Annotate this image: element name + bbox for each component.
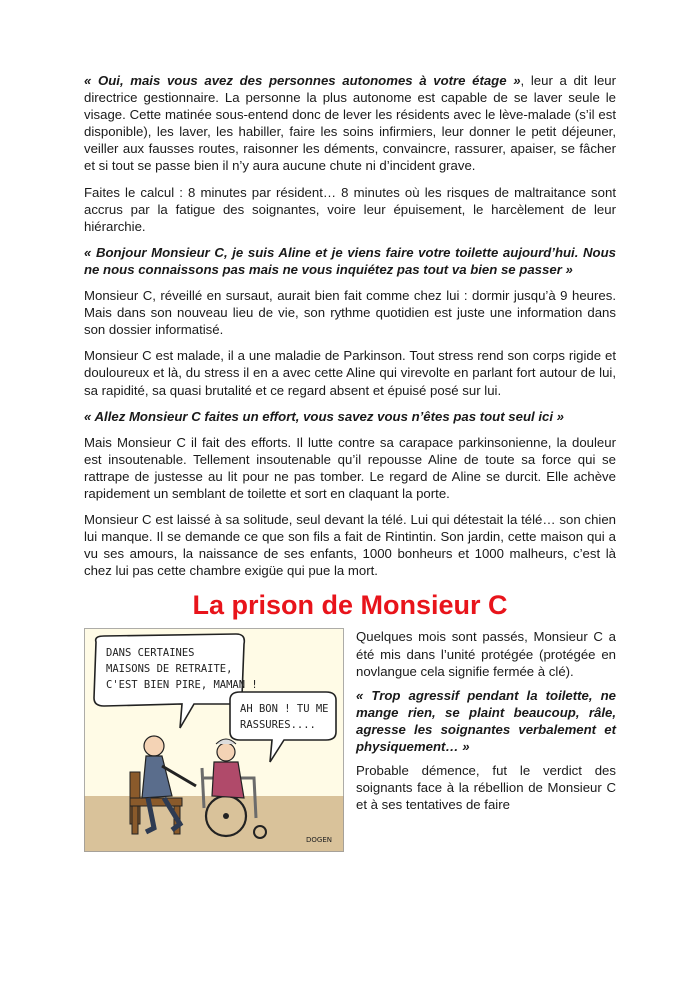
bottom-section [84,628,616,868]
paragraph-2: Faites le calcul : 8 minutes par résident… 8 minutes où les risques de maltraitance sont accrus par la fatigue des soignantes, voire leur épuisement, le harcèlement de leur hiérarchie. [84,184,616,234]
right-column [356,628,616,820]
right-quote-paragraph: « Trop agressif pendant la toilette, ne mange rien, se plaint beaucoup, râle, agresse les soignantes verbalement et physiquement… » [356,687,616,754]
paragraph-7: Mais Monsieur C il fait des efforts. Il lutte contre sa carapace parkinsonienne, la douleur est insoutenable. Tellement insoutenable qu’il repousse Aline de toute sa force qui se rattrape de justesse au lit pour ne pas tomber. Le regard de Aline se durcit. Elle achève rapidement un semblant de toilette et sort en claquant la porte. [84,434,616,501]
paragraph-8: Monsieur C est laissé à sa solitude, seul devant la télé. Lui qui détestait la télé… son chien lui manque. Il se demande ce que son fils a fait de Rintintin. Son jardin, cette maison qui a vu ses amours, la naissance de ses enfants, 1000 bonheurs et 1000 malheurs, c’est là chez lui pas cette chambre exigüe qui pue la mort. [84,512,616,579]
paragraph-4: Monsieur C, réveillé en sursaut, aurait bien fait comme chez lui : dormir jusqu’à 9 heures. Mais dans son nouveau lieu de vie, son rythme quotidien est juste une information dans son dossier informatisé. [84,288,616,338]
document-page [84,72,616,868]
paragraph-text: , leur a dit leur directrice gestionnaire. La personne la plus autonome est capable de se laver seule le visage. Cette matinée sous-entend donc de lever les résidents avec le lève-malade (s’il est disponible), les laver, les habiller, faire les soins infirmiers, leur donner le petit déjeuner, veiller aux fausses routes, raisonner les déments, convaincre, rassurer, apaiser, se fâcher et si tout se passe bien il n’y aura aucune chute ni d’incident grave. [84,73,617,174]
right-paragraph-3: Probable démence, fut le verdict des soignants face à la rébellion de Monsieur C et à ses tentatives de faire [356,763,616,813]
right-paragraph-1: Quelques mois sont passés, Monsieur C a été mis dans l’unité protégée (protégée en novlangue cela signifie fermée à clé). [356,629,616,679]
cartoon-illustration [84,628,344,852]
cartoon-signature: DOGEN [306,836,332,845]
paragraph-1 [84,72,616,175]
section-title: La prison de Monsieur C [192,590,508,621]
cartoon-floor [84,796,344,852]
bubble-left-text: DANS CERTAINES MAISONS DE RETRAITE, C'EST BIEN PIRE, MAMAN ! [106,647,258,692]
quote-paragraph-3: « Bonjour Monsieur C, je suis Aline et je viens faire votre toilette aujourd’hui. Nous ne nous connaissons pas mais ne vous inquiétez pas tout va bien se passer » [84,244,616,277]
quote-paragraph-6: « Allez Monsieur C faites un effort, vous savez vous n’êtes pas tout seul ici » [84,408,565,424]
paragraph-5: Monsieur C est malade, il a une maladie de Parkinson. Tout stress rend son corps rigide et douloureux et là, du stress il en a avec cette Aline qui virevolte en parlant fort autour de lui, sa rapidité, sa quasi brutalité et ce regard absent et épuisé posé sur lui. [84,348,616,398]
bubble-right-text: AH BON ! TU ME RASSURES.... [240,703,329,732]
quote: « Oui, mais vous avez des personnes autonomes à votre étage » [84,73,521,88]
